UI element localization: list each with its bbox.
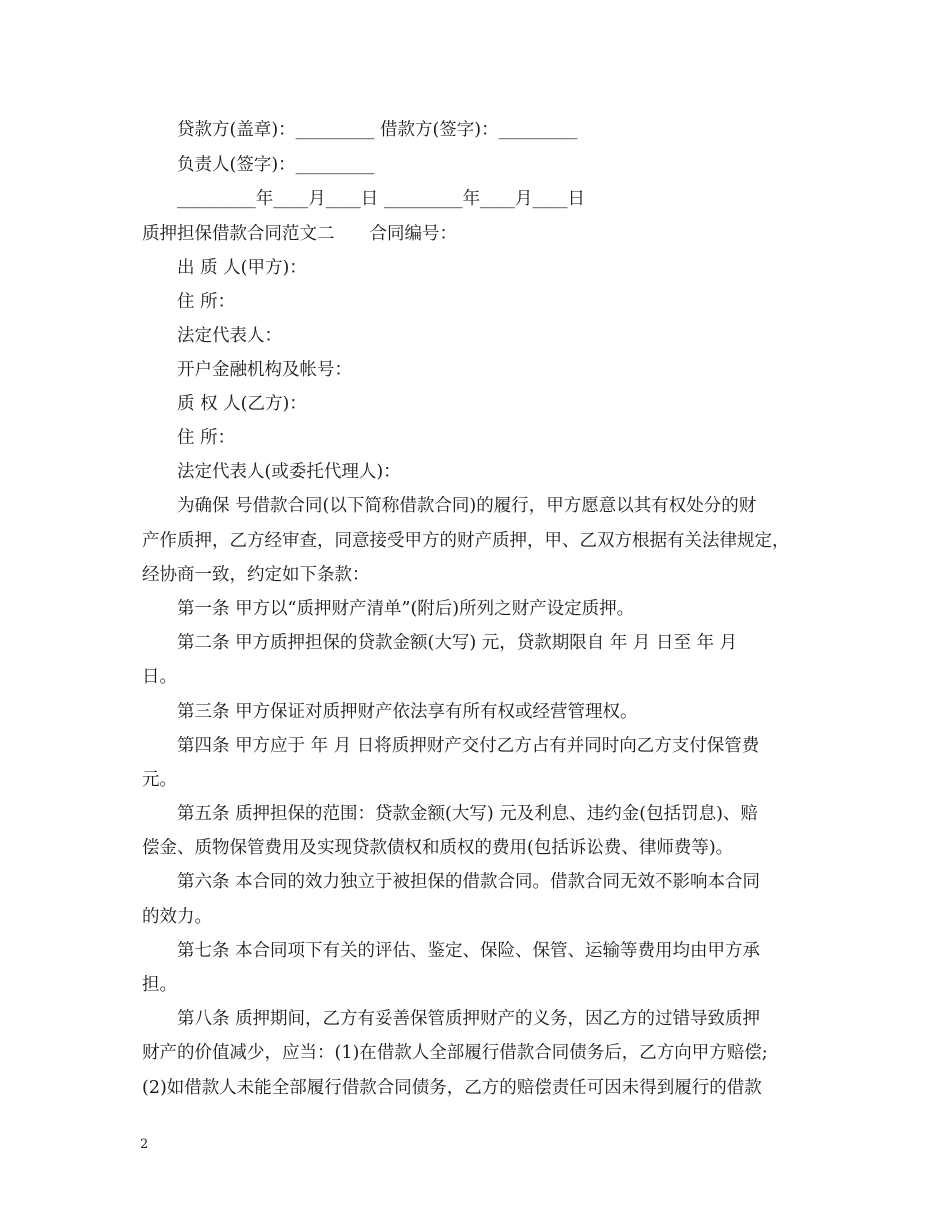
article-4-continued: 元。 (142, 770, 177, 790)
section-title: 质押担保借款合同范文二 合同编号： (142, 224, 457, 244)
article-2: 第二条 甲方质押担保的贷款金额(大写) 元，贷款期限自 年 月 日至 年 月 (177, 633, 738, 653)
body-paragraph-line: 为确保 号借款合同(以下简称借款合同)的履行，甲方愿意以其有权处分的财 (177, 496, 757, 516)
page-number: 2 (140, 1137, 149, 1152)
article-7: 第七条 本合同项下有关的评估、鉴定、保险、保管、运输等费用均由甲方承 (177, 941, 761, 961)
article-5: 第五条 质押担保的范围：贷款金额(大写) 元及利息、违约金(包括罚息)、赔 (177, 804, 758, 824)
signature-line-lender-borrower: 贷款方(盖章)：_________ 借款方(签字)：_________ (177, 120, 578, 140)
article-2-continued: 日。 (142, 667, 177, 687)
article-5-continued: 偿金、质物保管费用及实现贷款债权和质权的费用(包括诉讼费、律师费等)。 (142, 838, 734, 858)
article-8: 第八条 质押期间，乙方有妥善保管质押财产的义务，因乙方的过错导致质押 (177, 1009, 761, 1029)
article-7-continued: 担。 (142, 975, 177, 995)
article-1: 第一条 甲方以“质押财产清单”(附后)所列之财产设定质押。 (177, 599, 635, 619)
pledgee-representative-field: 法定代表人(或委托代理人)： (177, 462, 401, 482)
pledgor-address-field: 住 所： (177, 292, 236, 312)
article-8-continued: (2)如借款人未能全部履行借款合同债务，乙方的赔偿责任可因未得到履行的借款 (142, 1078, 762, 1098)
body-paragraph-line: 经协商一致，约定如下条款： (142, 565, 370, 585)
article-8-continued: 财产的价值减少，应当：(1)在借款人全部履行借款合同债务后，乙方向甲方赔偿; (142, 1043, 768, 1063)
signature-line-responsible-person: 负责人(签字)：_________ (177, 155, 375, 175)
article-3: 第三条 甲方保证对质押财产依法享有所有权或经营管理权。 (177, 702, 638, 722)
legal-representative-field: 法定代表人： (177, 326, 282, 346)
article-6: 第六条 本合同的效力独立于被担保的借款合同。借款合同无效不影响本合同 (177, 872, 761, 892)
pledgor-field: 出 质 人(甲方)： (177, 258, 307, 278)
article-6-continued: 的效力。 (142, 907, 212, 927)
pledgee-field: 质 权 人(乙方)： (177, 394, 307, 414)
date-line: _________年____月____日 _________年____月____日 (177, 189, 586, 209)
body-paragraph-line: 产作质押，乙方经审查，同意接受甲方的财产质押，甲、乙双方根据有关法律规定， (142, 531, 790, 551)
pledgee-address-field: 住 所： (177, 428, 236, 448)
bank-account-field: 开户金融机构及帐号： (177, 360, 352, 380)
article-4: 第四条 甲方应于 年 月 日将质押财产交付乙方占有并同时向乙方支付保管费 (177, 736, 760, 756)
